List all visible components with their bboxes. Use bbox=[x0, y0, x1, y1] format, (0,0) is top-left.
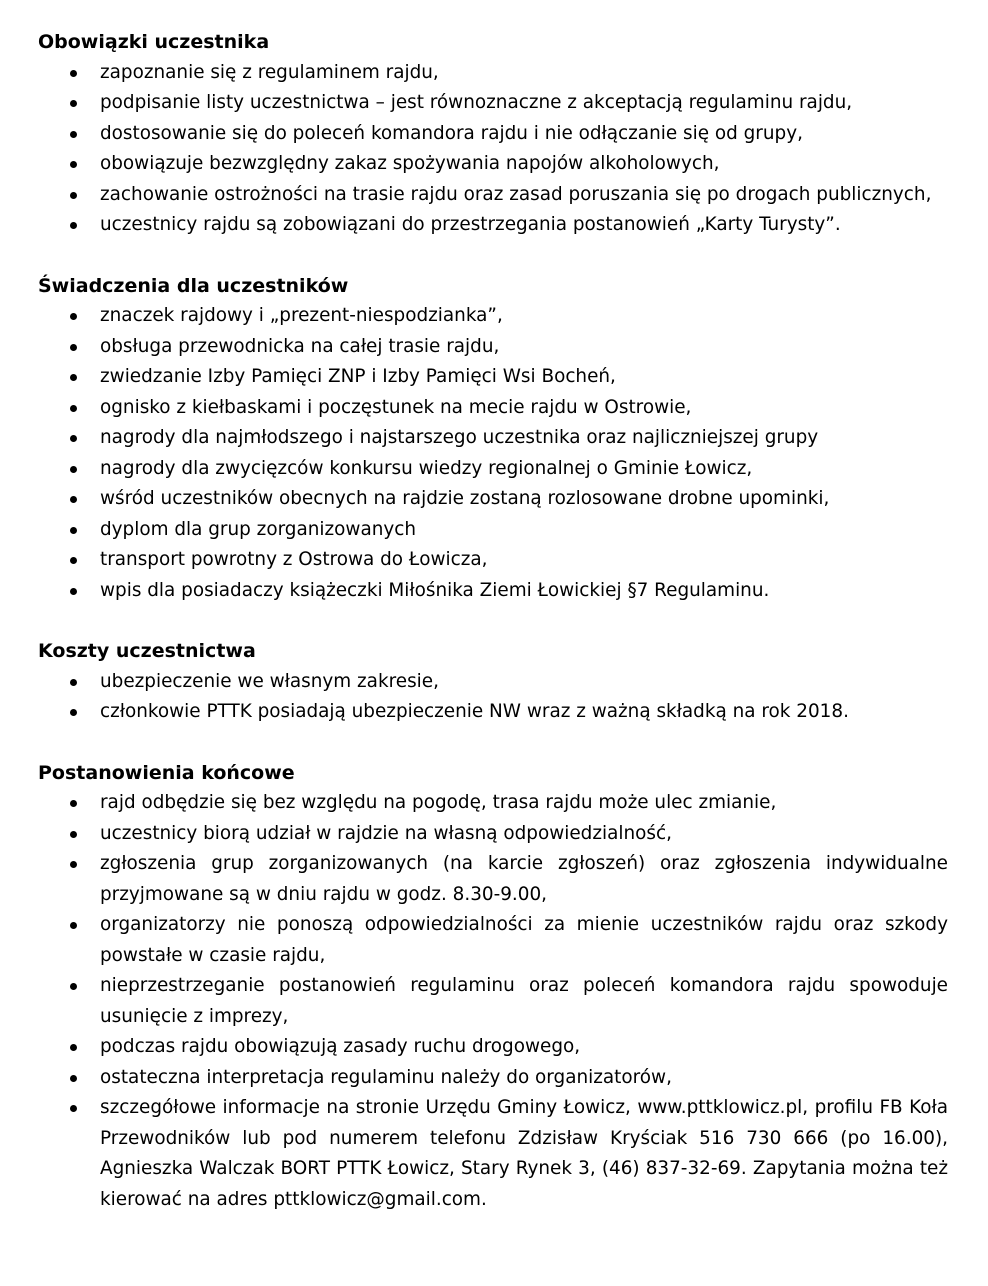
list-item bbox=[38, 332, 948, 363]
list-item-text: uczestnicy biorą udział w rajdzie na własną odpowiedzialność, bbox=[100, 822, 672, 844]
list-item bbox=[38, 697, 948, 728]
bullet-list bbox=[38, 301, 948, 606]
list-item-text: ognisko z kiełbaskami i poczęstunek na mecie rajdu w Ostrowie, bbox=[100, 396, 692, 418]
list-item bbox=[38, 210, 948, 241]
bullet-icon bbox=[70, 527, 77, 534]
list-item-text: obowiązuje bezwzględny zakaz spożywania napojów alkoholowych, bbox=[100, 153, 720, 174]
list-item bbox=[38, 667, 948, 698]
list-item bbox=[38, 58, 948, 89]
list-item bbox=[38, 819, 948, 850]
bullet-icon bbox=[70, 313, 77, 320]
list-item bbox=[38, 1093, 948, 1215]
bullet-icon bbox=[70, 131, 77, 138]
list-item-text: zwiedzanie Izby Pamięci ZNP i Izby Pamięci Wsi Bocheń, bbox=[100, 366, 616, 387]
list-item bbox=[38, 180, 948, 211]
section-postanowienia bbox=[38, 758, 948, 1216]
list-item-text: nagrody dla najmłodszego i najstarszego uczestnika oraz najliczniejszej grupy bbox=[100, 427, 819, 448]
bullet-icon bbox=[70, 161, 77, 168]
bullet-icon bbox=[70, 709, 77, 716]
bullet-icon bbox=[70, 679, 77, 686]
list-item-text: podpisanie listy uczestnictwa – jest równoznaczne z akceptacją regulaminu rajdu, bbox=[100, 92, 853, 113]
list-item bbox=[38, 119, 948, 150]
list-item-text: zapoznanie się z regulaminem rajdu, bbox=[100, 61, 439, 83]
section-title: Świadczenia dla uczestników bbox=[38, 274, 349, 297]
bullet-icon bbox=[70, 405, 77, 412]
list-item-text: zgłoszenia grup zorganizowanych (na karcie zgłoszeń) oraz zgłoszenia indywidualne przyjmowane są w dniu rajdu w godz. 8.30-9.00, bbox=[100, 853, 948, 905]
list-item bbox=[38, 849, 948, 910]
list-item bbox=[38, 1032, 948, 1063]
bullet-icon bbox=[70, 983, 77, 990]
section-title: Koszty uczestnictwa bbox=[38, 640, 256, 662]
section-swiadczenia bbox=[38, 271, 948, 607]
bullet-icon bbox=[70, 1105, 77, 1112]
list-item-text: nieprzestrzeganie postanowień regulaminu oraz poleceń komandora rajdu spowoduje usunięcie z imprezy, bbox=[100, 975, 948, 1027]
list-item bbox=[38, 910, 948, 971]
bullet-icon bbox=[70, 800, 77, 807]
bullet-icon bbox=[70, 192, 77, 199]
bullet-icon bbox=[70, 70, 77, 77]
bullet-list bbox=[38, 788, 948, 1215]
list-item bbox=[38, 788, 948, 819]
section-title: Postanowienia końcowe bbox=[38, 761, 295, 784]
bullet-list bbox=[38, 667, 948, 728]
list-item-text: uczestnicy rajdu są zobowiązani do przestrzegania postanowień „Karty Turysty”. bbox=[100, 214, 841, 235]
list-item-text: obsługa przewodnicka na całej trasie rajdu, bbox=[100, 335, 500, 357]
bullet-icon bbox=[70, 466, 77, 473]
bullet-icon bbox=[70, 588, 77, 595]
list-item bbox=[38, 576, 948, 607]
list-item-text: szczegółowe informacje na stronie Urzędu Gminy Łowicz, www.pttklowicz.pl, profilu FB Koła Przewodników lub pod numerem telefonu Zdzisław Kryściak 516 730 666 (po 16.00), Agnieszka Walczak BORT PTTK Łowicz, Stary Rynek 3, (46) 837-32-69. Zapytania można też kierować na adres pttklowicz@gmail.com. bbox=[100, 1097, 948, 1210]
bullet-icon bbox=[70, 222, 77, 229]
list-item bbox=[38, 1063, 948, 1094]
list-item-text: organizatorzy nie ponoszą odpowiedzialności za mienie uczestników rajdu oraz szkody powstałe w czasie rajdu, bbox=[100, 914, 948, 966]
list-item bbox=[38, 149, 948, 180]
list-item bbox=[38, 301, 948, 332]
bullet-icon bbox=[70, 374, 77, 381]
bullet-list bbox=[38, 58, 948, 241]
list-item bbox=[38, 454, 948, 485]
section-obowiazki bbox=[38, 27, 948, 241]
bullet-icon bbox=[70, 922, 77, 929]
bullet-icon bbox=[70, 435, 77, 442]
list-item bbox=[38, 423, 948, 454]
bullet-icon bbox=[70, 1075, 77, 1082]
list-item-text: ubezpieczenie we własnym zakresie, bbox=[100, 670, 439, 692]
bullet-icon bbox=[70, 1044, 77, 1051]
list-item bbox=[38, 515, 948, 546]
section-title: Obowiązki uczestnika bbox=[38, 31, 270, 53]
list-item-text: wśród uczestników obecnych na rajdzie zostaną rozlosowane drobne upominki, bbox=[100, 488, 830, 509]
list-item-text: znaczek rajdowy i „prezent-niespodzianka”, bbox=[100, 305, 503, 326]
list-item-text: dyplom dla grup zorganizowanych bbox=[100, 518, 417, 540]
bullet-icon bbox=[70, 344, 77, 351]
list-item bbox=[38, 484, 948, 515]
list-item-text: członkowie PTTK posiadają ubezpieczenie NW wraz z ważną składką na rok 2018. bbox=[100, 701, 849, 722]
bullet-icon bbox=[70, 496, 77, 503]
list-item-text: ostateczna interpretacja regulaminu należy do organizatorów, bbox=[100, 1066, 672, 1088]
list-item-text: rajd odbędzie się bez względu na pogodę, trasa rajdu może ulec zmianie, bbox=[100, 792, 777, 813]
list-item bbox=[38, 88, 948, 119]
list-item-text: zachowanie ostrożności na trasie rajdu oraz zasad poruszania się po drogach publicznych, bbox=[100, 183, 932, 205]
list-item-text: wpis dla posiadaczy książeczki Miłośnika Ziemi Łowickiej §7 Regulaminu. bbox=[100, 579, 770, 601]
list-item bbox=[38, 362, 948, 393]
section-koszty bbox=[38, 636, 948, 728]
bullet-icon bbox=[70, 861, 77, 868]
list-item bbox=[38, 545, 948, 576]
bullet-icon bbox=[70, 557, 77, 564]
bullet-icon bbox=[70, 100, 77, 107]
list-item bbox=[38, 971, 948, 1032]
list-item-text: nagrody dla zwycięzców konkursu wiedzy regionalnej o Gminie Łowicz, bbox=[100, 457, 753, 479]
bullet-icon bbox=[70, 831, 77, 838]
list-item bbox=[38, 393, 948, 424]
list-item-text: podczas rajdu obowiązują zasady ruchu drogowego, bbox=[100, 1036, 581, 1057]
list-item-text: dostosowanie się do poleceń komandora rajdu i nie odłączanie się od grupy, bbox=[100, 122, 803, 144]
list-item-text: transport powrotny z Ostrowa do Łowicza, bbox=[100, 549, 488, 570]
